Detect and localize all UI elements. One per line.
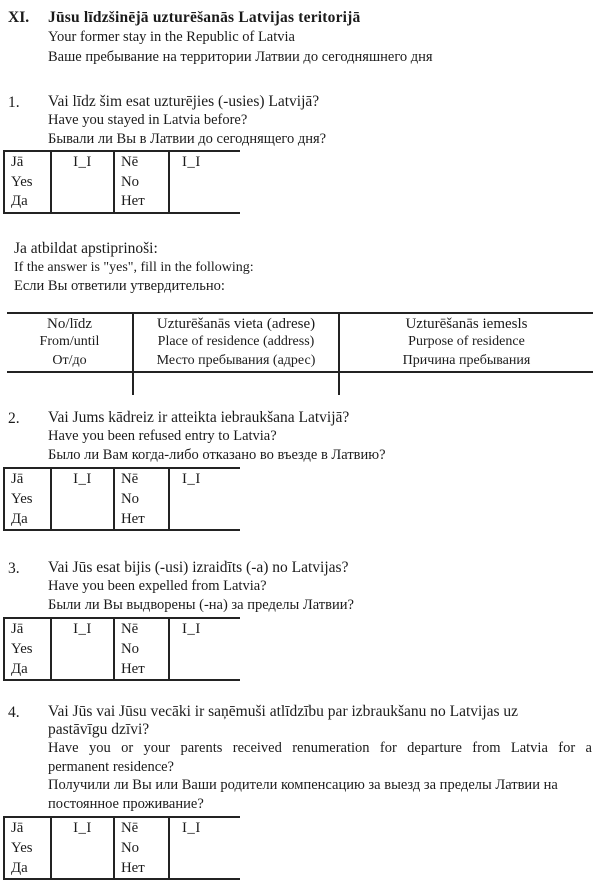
question-3-text-en: Have you been expelled from Latvia? [48,578,267,595]
section-subtitle-en: Your former stay in the Republic of Latvia [48,29,295,45]
question-3 [8,559,592,614]
column-header-purpose-of-residence: Uzturēšanās iemesls Purpose of residence Причина пребывания [338,314,593,372]
q1-no-checkbox-field[interactable] [168,152,238,212]
question-4-text-ru-line2: постоянное проживание? [48,795,204,812]
no-label-ru: Нет [121,859,145,876]
q3-no-checkbox-field[interactable] [168,619,238,679]
yes-label-cell [5,619,50,679]
question-1-number: 1. [8,94,20,111]
section-subtitle-ru: Ваше пребывание на территории Латвии до сегодняшнего дня [48,48,433,65]
no-label-en: No [121,640,140,657]
no-label-cell [113,619,168,679]
no-label-cell [113,152,168,212]
checkbox-icon: I_I [73,471,92,488]
conditional-note-ru: Если Вы ответили утвердительно: [14,278,225,295]
no-label-lv: Nē [121,621,139,638]
checkbox-icon: I_I [73,154,92,170]
yes-label-ru: Да [11,510,28,527]
checkbox-icon: I_I [182,154,201,170]
no-label-en: No [121,840,140,857]
question-3-text-ru: Были ли Вы выдворены (-на) за пределы Латвии? [48,596,354,613]
no-label-cell [113,818,168,878]
yes-label-en: Yes [11,173,33,190]
residence-table [7,312,593,396]
checkbox-icon: I_I [182,621,201,638]
question-1 [8,93,592,148]
section-header [8,8,592,67]
question-2-text-en: Have you been refused entry to Latvia? [48,428,277,445]
yes-label-ru: Да [11,193,28,210]
column-header-from-until: No/līdz From/until От/до [39,315,100,368]
yes-label-lv: Jā [11,621,24,638]
no-label-ru: Нет [121,510,145,527]
no-label-en: No [121,173,140,190]
yes-label-cell [5,469,50,529]
conditional-note [14,240,592,296]
yes-label-cell [5,818,50,878]
yes-label-lv: Jā [11,820,24,837]
residence-table-entry-row [7,373,593,395]
section-number: XI. [8,9,30,26]
yes-label-en: Yes [11,490,33,507]
yes-label-en: Yes [11,640,33,657]
no-label-lv: Nē [121,154,139,170]
no-label-lv: Nē [121,820,139,837]
residence-address-field[interactable] [132,373,338,395]
yes-label-lv: Jā [11,154,24,170]
question-1-text-lv: Vai līdz šim esat uzturējies (-usies) Latvijā? [48,93,320,110]
q3-yes-checkbox-field[interactable] [50,619,113,679]
q1-yes-checkbox-field[interactable] [50,152,113,212]
column-header-place-of-residence: Uzturēšanās vieta (adrese) Place of residence (address) Место пребывания (адрес) [132,314,338,372]
question-4-text-lv-line1: Vai Jūs vai Jūsu vecāki ir saņēmuši atlīdzību par izbraukšanu no Latvijas uz [48,703,519,721]
residence-table-header [7,312,593,374]
yes-label-ru: Да [11,859,28,876]
question-4-number: 4. [8,704,20,722]
residence-purpose-field[interactable] [338,373,593,395]
question-3-yes-no-table [3,617,240,681]
question-4-text-lv-line2: pastāvīgu dzīvi? [48,721,150,739]
question-2-text-lv: Vai Jums kādreiz ir atteikta iebraukšana Latvijā? [48,409,350,427]
yes-label-lv: Jā [11,471,24,488]
question-4-text-en-line1: Have you or your parents received renumeration for departure from Latvia for a [48,740,592,757]
yes-label-ru: Да [11,660,28,677]
q4-yes-checkbox-field[interactable] [50,818,113,878]
question-4 [8,703,592,813]
no-label-cell [113,469,168,529]
question-4-yes-no-table [3,816,240,880]
conditional-note-lv: Ja atbildat apstiprinoši: [14,240,158,258]
question-2-number: 2. [8,410,20,428]
question-1-text-ru: Бывали ли Вы в Латвии до сегоднящего дня? [48,130,327,147]
question-2-text-ru: Было ли Вам когда-либо отказано во въезде в Латвию? [48,446,386,463]
checkbox-icon: I_I [182,820,201,837]
from-until-field[interactable] [7,373,132,395]
question-4-text-ru-line1: Получили ли Вы или Ваши родители компенсацию за выезд за пределы Латвии на [48,777,558,794]
q4-no-checkbox-field[interactable] [168,818,238,878]
yes-label-cell [5,152,50,212]
q2-yes-checkbox-field[interactable] [50,469,113,529]
checkbox-icon: I_I [182,471,201,488]
yes-label-en: Yes [11,840,33,857]
no-label-lv: Nē [121,471,139,488]
question-2-yes-no-table [3,467,240,531]
checkbox-icon: I_I [73,820,92,837]
question-4-text-en-line2: permanent residence? [48,758,174,775]
section-title-lv: Jūsu līdzšinējā uzturēšanās Latvijas teritorijā [48,9,361,26]
question-3-number: 3. [8,560,20,578]
conditional-note-en: If the answer is "yes", fill in the following: [14,259,254,275]
q2-no-checkbox-field[interactable] [168,469,238,529]
question-1-text-en: Have you stayed in Latvia before? [48,112,248,128]
question-3-text-lv: Vai Jūs esat bijis (-usi) izraidīts (-a) no Latvijas? [48,559,349,577]
no-label-ru: Нет [121,660,145,677]
no-label-ru: Нет [121,193,145,210]
no-label-en: No [121,490,140,507]
question-1-yes-no-table [3,150,240,214]
checkbox-icon: I_I [73,621,92,638]
question-2 [8,409,592,464]
